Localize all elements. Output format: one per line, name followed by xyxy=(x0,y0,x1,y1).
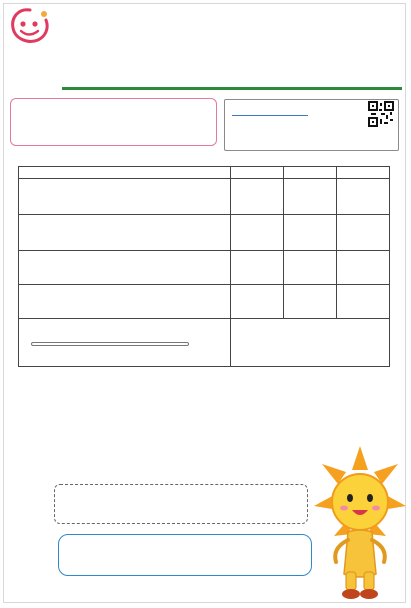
table-row xyxy=(19,285,390,319)
seminar-cell xyxy=(19,179,231,215)
date-cell xyxy=(284,179,337,215)
date-cell xyxy=(231,179,284,215)
info-apply xyxy=(14,432,60,441)
interview-schedule-cell xyxy=(231,319,390,367)
table-row xyxy=(19,251,390,285)
line-title-underline xyxy=(232,115,308,116)
interview-cell xyxy=(19,319,231,367)
table-row xyxy=(19,179,390,215)
seminar-cell xyxy=(19,285,231,319)
date-cell xyxy=(337,179,390,215)
star-cluster-right xyxy=(300,578,400,604)
table-row xyxy=(19,215,390,251)
date-cell xyxy=(337,285,390,319)
seminar-cell xyxy=(19,251,231,285)
date-cell xyxy=(231,251,284,285)
date-cell xyxy=(337,215,390,251)
logo-face-icon xyxy=(8,6,52,46)
table-header xyxy=(19,167,231,179)
childcare-banner xyxy=(58,534,312,576)
title-underline xyxy=(62,87,402,90)
info-other xyxy=(14,466,60,475)
seminar-cell xyxy=(19,215,231,251)
date-cell xyxy=(231,215,284,251)
info-venue xyxy=(14,388,60,397)
childcare-box xyxy=(54,484,308,524)
table-header-row xyxy=(19,167,390,179)
schedule-table xyxy=(18,166,390,367)
date-cell xyxy=(231,285,284,319)
date-cell xyxy=(337,251,390,285)
info-bring xyxy=(14,421,60,430)
interview-note xyxy=(31,342,189,346)
date-cell xyxy=(284,285,337,319)
date-cell xyxy=(284,215,337,251)
star-row xyxy=(58,4,408,36)
intro-box xyxy=(10,98,217,146)
info-capacity xyxy=(14,410,60,419)
star-cluster xyxy=(4,522,74,606)
qr-code-icon[interactable] xyxy=(368,101,394,127)
table-header xyxy=(231,167,284,179)
info-target xyxy=(14,399,60,408)
table-header xyxy=(284,167,337,179)
table-row xyxy=(19,319,390,367)
date-cell xyxy=(284,251,337,285)
table-header xyxy=(337,167,390,179)
